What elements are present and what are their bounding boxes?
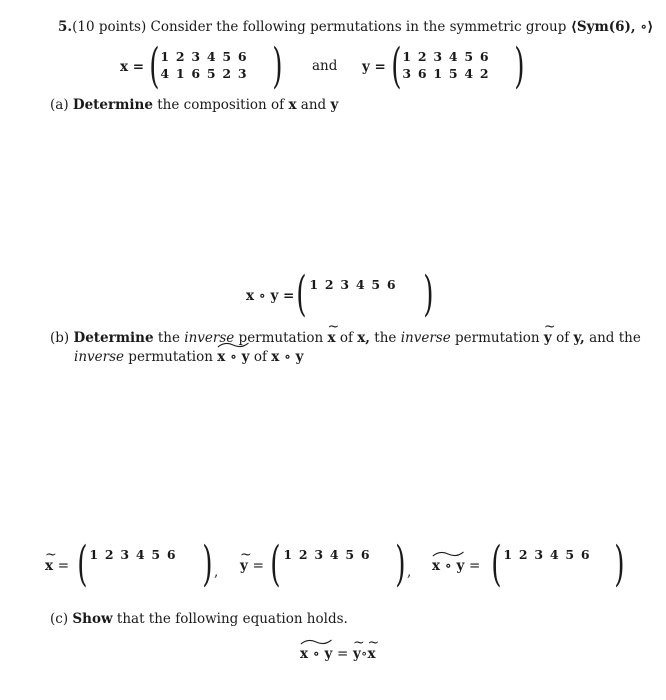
part-a-prompt: (a) Determine the composition of x and y [50, 97, 339, 113]
problem-number: 5. [58, 19, 73, 35]
part-c-label: (c) [50, 611, 69, 627]
perm-x-label: x = [120, 59, 145, 75]
problem-intro: Consider the following permutations in the symmetric group [150, 19, 567, 35]
right-paren: ) [202, 536, 213, 592]
part-c-equation: x ∘ y = y ~∘x ~ [300, 645, 376, 663]
comma: , [214, 564, 219, 580]
perm-y-label: y = [362, 59, 386, 75]
inverse-x-label: x ~ = [45, 557, 69, 575]
left-paren: ( [270, 536, 281, 592]
perm-x-top-row: 1 2 3 4 5 6 [160, 49, 247, 64]
right-paren: ) [395, 536, 406, 592]
inverse-xoy-label: x ∘ y = [432, 557, 480, 575]
part-b-label: (b) [50, 330, 70, 346]
part-b-prompt-line1: (b) Determine the inverse permutation x ~ of x, the inverse permutation y ~ of y, and the [50, 329, 641, 347]
part-c-prompt: (c) Show that the following equation holds. [50, 611, 348, 627]
inverse-y-label: y ~ = [240, 557, 264, 575]
inverse-x-top-row: 1 2 3 4 5 6 [89, 547, 176, 562]
right-paren: ) [514, 38, 525, 94]
perm-x-bottom-row: 4 1 6 5 2 3 [160, 66, 247, 81]
part-c-verb: Show [72, 611, 113, 627]
inverse-y-top-row: 1 2 3 4 5 6 [283, 547, 370, 562]
comma: , [407, 564, 412, 580]
part-a-label: (a) [50, 97, 69, 113]
problem-header [58, 18, 653, 36]
right-paren: ) [272, 38, 283, 94]
part-a-answer-label: x ∘ y = [246, 288, 295, 304]
group-notation: ⟨Sym(6), ∘⟩ [570, 19, 654, 35]
part-a-verb: Determine [72, 97, 153, 113]
right-paren: ) [423, 266, 434, 322]
xoy-wide-tilde: x ∘ y [217, 348, 249, 366]
left-paren: ( [149, 38, 160, 94]
perm-y-top-row: 1 2 3 4 5 6 [402, 49, 489, 64]
right-paren: ) [614, 536, 625, 592]
part-b-prompt-line2: inverse permutation x ∘ y of x ∘ y [74, 348, 304, 366]
part-a-answer-top-row: 1 2 3 4 5 6 [309, 277, 396, 292]
left-paren: ( [491, 536, 502, 592]
part-b-verb: Determine [73, 330, 154, 346]
perm-y-bottom-row: 3 6 1 5 4 2 [402, 66, 489, 81]
left-paren: ( [391, 38, 402, 94]
left-paren: ( [296, 266, 307, 322]
and-word: and [312, 58, 338, 74]
inverse-xoy-top-row: 1 2 3 4 5 6 [503, 547, 590, 562]
problem-points: (10 points) [72, 19, 147, 35]
left-paren: ( [77, 536, 88, 592]
